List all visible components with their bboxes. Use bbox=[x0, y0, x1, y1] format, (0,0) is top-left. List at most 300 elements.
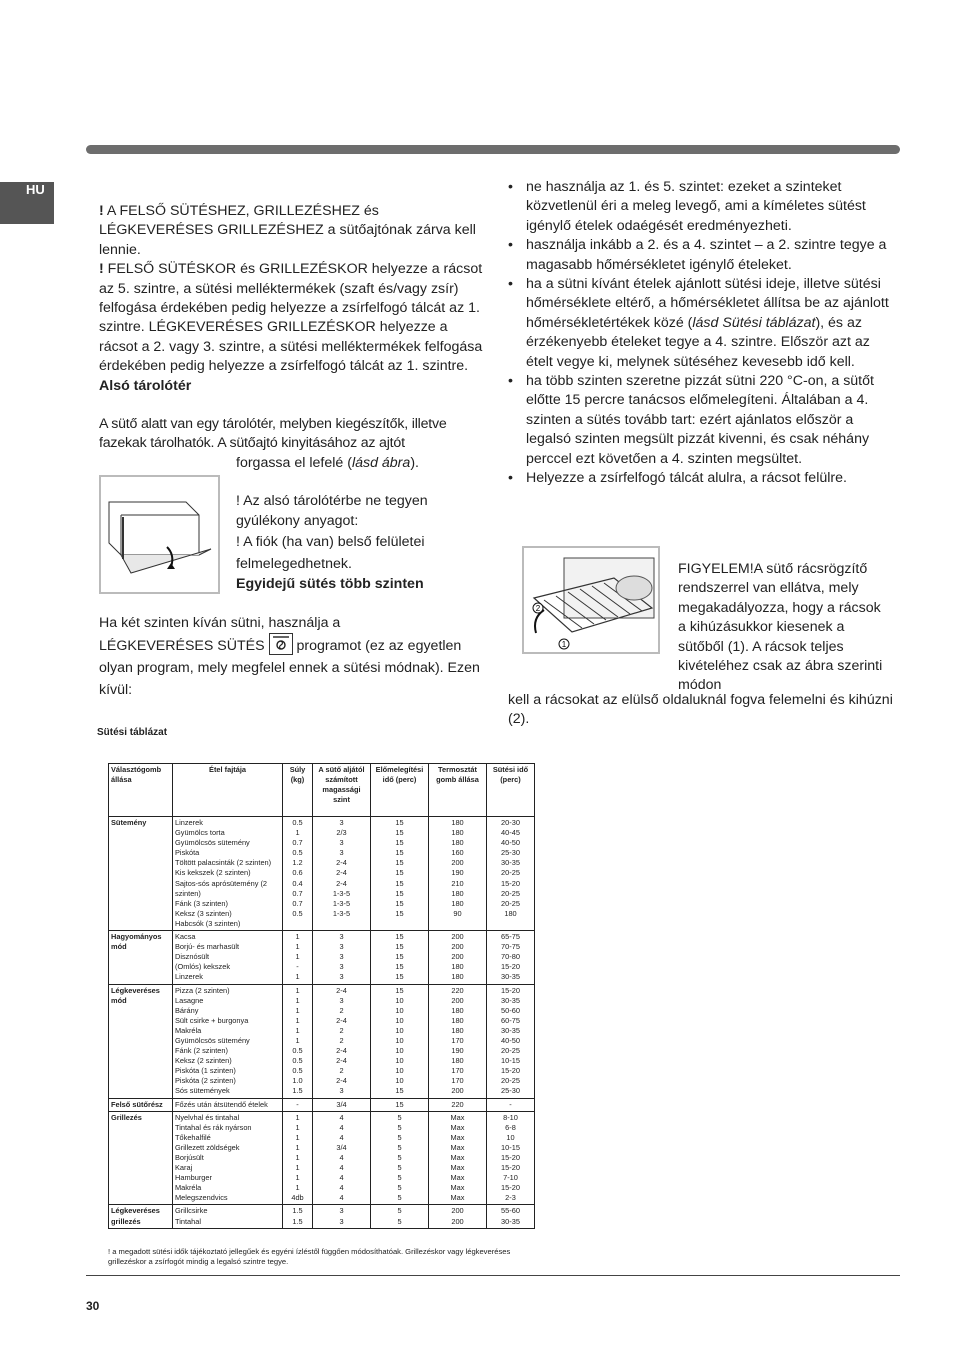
cell-line: 15-20 bbox=[501, 878, 520, 888]
cell-line: 180 bbox=[451, 1005, 464, 1015]
cell-line: 3 bbox=[339, 1206, 344, 1216]
cell-line: 10 bbox=[395, 1066, 404, 1076]
cell-line: 15 bbox=[395, 1086, 404, 1096]
cell-line: 180 bbox=[451, 1025, 464, 1035]
cell-line: 10 bbox=[506, 1132, 515, 1142]
cell-line: Piskóta (2 szinten) bbox=[175, 1076, 236, 1086]
cell-line: 15 bbox=[395, 888, 404, 898]
svg-text:2: 2 bbox=[535, 604, 541, 613]
cell-line: 3 bbox=[339, 838, 344, 848]
cell-line: 15 bbox=[395, 848, 404, 858]
list-item: • ne használja az 1. és 5. szintet: ezeket a szinteket közvetlenül éri a meleg levegő, ami a kíméletes sütést igénylő ételek odaégését eredményezheti. bbox=[508, 178, 900, 236]
cell-line: 4 bbox=[339, 1122, 344, 1132]
cell-line: 2 bbox=[339, 1035, 344, 1045]
cell-line: 40-50 bbox=[501, 838, 520, 848]
cell-line: 1 bbox=[295, 932, 300, 942]
header-cell: Sütési idő (perc) bbox=[487, 764, 535, 817]
cell-line: 4 bbox=[339, 1132, 344, 1142]
cell-line: 90 bbox=[453, 908, 462, 918]
cell-line: 2-4 bbox=[336, 868, 347, 878]
cell-line: 220 bbox=[451, 985, 464, 995]
table-cell bbox=[283, 817, 313, 931]
warning-flammable: ! Az alsó tárolótérbe ne tegyen gyúlékony anyagot: bbox=[236, 493, 428, 529]
cell-line: 3 bbox=[339, 1086, 344, 1096]
table-cell bbox=[313, 1205, 371, 1228]
cell-line: - bbox=[296, 962, 299, 972]
table-cell bbox=[173, 984, 283, 1098]
cell-line: 15 bbox=[395, 972, 404, 982]
cell-line: 170 bbox=[451, 1066, 464, 1076]
warning-hot-drawer: ! A fiók (ha van) belső felületei felmelegedhetnek. bbox=[236, 534, 425, 573]
table-cell bbox=[283, 1111, 313, 1205]
cell-line: Gyümölcsös sütemény bbox=[175, 838, 250, 848]
cell-line: Főzés után átsütendő ételek bbox=[175, 1099, 268, 1109]
cell-line: Tintahal és rák nyárson bbox=[175, 1122, 252, 1132]
cell-line: Max bbox=[450, 1132, 465, 1142]
cell-line: 10-15 bbox=[501, 1056, 520, 1066]
cell-line: 15-20 bbox=[501, 1163, 520, 1173]
cell-line: 3 bbox=[339, 942, 344, 952]
cell-line: 3/4 bbox=[336, 1142, 347, 1152]
cell-line: 4 bbox=[339, 1183, 344, 1193]
cell-line: 10 bbox=[395, 1076, 404, 1086]
cell-line: 180 bbox=[504, 908, 517, 918]
cell-line: 6-8 bbox=[505, 1122, 516, 1132]
cell-line: Hamburger bbox=[175, 1173, 212, 1183]
table-cell bbox=[313, 984, 371, 1098]
cell-line: 15 bbox=[395, 858, 404, 868]
cell-line: 2-4 bbox=[336, 1076, 347, 1086]
header-cell: Termosztát gomb állása bbox=[429, 764, 487, 817]
cell-line: - bbox=[509, 1099, 512, 1109]
cell-line: 5 bbox=[397, 1206, 402, 1216]
cell-line: 30-35 bbox=[501, 858, 520, 868]
cell-line: 1-3-5 bbox=[332, 908, 351, 918]
cell-line: 1 bbox=[295, 985, 300, 995]
cell-line: 15 bbox=[395, 1099, 404, 1109]
cell-line: 40-50 bbox=[501, 1035, 520, 1045]
cell-line: 0.5 bbox=[292, 1056, 303, 1066]
cell-line: Disznósült bbox=[175, 952, 210, 962]
cell-line: 3 bbox=[339, 972, 344, 982]
paragraph-door-closed: ! A FELSŐ SÜTÉSHEZ, GRILLEZÉSHEZ és LÉGKEVERÉSES GRILLEZÉSHEZ a sütőajtónak zárva kell lennie. bbox=[99, 203, 476, 258]
table-footnote: ! a megadott sütési idők tájékoztató jellegűek és egyéni ízléstől függően módosíthatóak. Grillezéskor vagy légkeveréses grillezéskor a zsírfogót mindig a legalsó szintre tegye. bbox=[108, 1247, 511, 1267]
cell-line: 3 bbox=[339, 818, 344, 827]
cell-line: 15 bbox=[395, 962, 404, 972]
cell-line: 4 bbox=[339, 1112, 344, 1122]
cell-line: 15 bbox=[395, 985, 404, 995]
cell-line: 180 bbox=[451, 828, 464, 838]
cell-line: 1 bbox=[295, 828, 300, 838]
table-cell bbox=[371, 1098, 429, 1111]
language-tab: HU bbox=[0, 182, 54, 224]
cell-line: Kis kekszek (2 szinten) bbox=[175, 868, 251, 878]
cell-line: 1 bbox=[295, 1183, 300, 1193]
cell-line: 190 bbox=[451, 868, 464, 878]
table-cell bbox=[429, 1098, 487, 1111]
table-cell bbox=[313, 1111, 371, 1205]
table-row bbox=[109, 817, 535, 931]
cell-line: 15 bbox=[395, 868, 404, 878]
cell-line: 30-35 bbox=[501, 1025, 520, 1035]
cell-line: 0.7 bbox=[292, 898, 303, 908]
table-title: Sütési táblázat bbox=[97, 727, 168, 738]
cell-line: 15 bbox=[395, 818, 404, 827]
table-cell bbox=[173, 1111, 283, 1205]
cell-line: Max bbox=[450, 1112, 465, 1122]
cell-line: 20-25 bbox=[501, 1076, 520, 1086]
table-cell bbox=[487, 817, 535, 931]
cell-line: 1.5 bbox=[292, 1086, 303, 1096]
table-cell bbox=[487, 931, 535, 984]
cell-line: 15 bbox=[395, 952, 404, 962]
table-cell bbox=[173, 931, 283, 984]
table-cell bbox=[283, 1098, 313, 1111]
cell-line: 220 bbox=[451, 1099, 464, 1109]
cell-line: 3 bbox=[339, 848, 344, 858]
cell-line: 5 bbox=[397, 1132, 402, 1142]
cell-line: 0.7 bbox=[292, 838, 303, 848]
table-cell bbox=[283, 1205, 313, 1228]
cell-line: 15 bbox=[395, 838, 404, 848]
cell-line: 10 bbox=[395, 1046, 404, 1056]
cell-line: 3 bbox=[339, 932, 344, 942]
cell-line: Max bbox=[450, 1163, 465, 1173]
cell-line: 3 bbox=[339, 995, 344, 1005]
cell-line: 180 bbox=[451, 898, 464, 908]
rack-warning-continued: kell a rácsokat az elülső oldaluknál fogva felemelni és kihúzni (2). bbox=[508, 692, 893, 728]
cell-line: 5 bbox=[397, 1193, 402, 1203]
table-cell bbox=[173, 817, 283, 931]
right-column bbox=[508, 178, 900, 489]
list-item: • ha a sütni kívánt ételek ajánlott sütési ideje, illetve sütési hőmérséklete eltérő, a hőmérsékletet állítsa be az ajánlott hőmérsékletértékek közé (lásd Sütési táblázat), és az érzékenyebb ételeket tegye a 4. szintre. Először azt az ételt vegye ki, melynek sütéséhez kevesebb idő kell. bbox=[508, 275, 900, 372]
cell-line: 1 bbox=[295, 952, 300, 962]
cell-line: 1-3-5 bbox=[332, 888, 351, 898]
cell-line: 170 bbox=[451, 1035, 464, 1045]
cell-line: 1 bbox=[295, 1025, 300, 1035]
list-item: • Helyezze a zsírfelfogó tálcát alulra, a rácsot felülre. bbox=[508, 469, 900, 488]
cell-line: Sós sütemények bbox=[175, 1086, 230, 1096]
cell-line: 8-10 bbox=[503, 1112, 518, 1122]
cell-line: 200 bbox=[451, 1206, 464, 1216]
cell-line: Grillezett zöldségek bbox=[175, 1142, 240, 1152]
heading-storage: Alsó tárolótér bbox=[99, 377, 192, 394]
cell-line: 1.5 bbox=[292, 1216, 303, 1226]
cell-line: 180 bbox=[451, 838, 464, 848]
cell-line: 2/3 bbox=[336, 828, 347, 838]
cell-line: 20-30 bbox=[501, 818, 520, 827]
cell-line: 1 bbox=[295, 1142, 300, 1152]
cell-line: Bárány bbox=[175, 1005, 199, 1015]
cell-line: 1 bbox=[295, 1112, 300, 1122]
cell-line: 1 bbox=[295, 1163, 300, 1173]
cell-line: 15-20 bbox=[501, 985, 520, 995]
table-cell bbox=[173, 1205, 283, 1228]
cell-line: Piskóta (1 szinten) bbox=[175, 1066, 236, 1076]
cell-line: 3/4 bbox=[336, 1099, 347, 1109]
cell-line: 15 bbox=[395, 828, 404, 838]
cell-line: Melegszendvics bbox=[175, 1193, 228, 1203]
baking-table bbox=[108, 763, 534, 1229]
cell-line: Gyümölcsös sütemény bbox=[175, 1035, 250, 1045]
cell-line: Keksz (2 szinten) bbox=[175, 1056, 232, 1066]
cell-line: 1 bbox=[295, 1173, 300, 1183]
cell-line: 40-45 bbox=[501, 828, 520, 838]
cell-line: 1.5 bbox=[292, 1206, 303, 1216]
cell-line: 3 bbox=[339, 952, 344, 962]
bottom-rule bbox=[86, 1275, 900, 1276]
table-cell bbox=[313, 931, 371, 984]
cell-line: 5 bbox=[397, 1173, 402, 1183]
cell-line: 0.5 bbox=[292, 1046, 303, 1056]
cell-line: 7-10 bbox=[503, 1173, 518, 1183]
cell-line: 10 bbox=[395, 995, 404, 1005]
cell-line: Karaj bbox=[175, 1163, 193, 1173]
header-cell: A sütő aljától számított magassági szint bbox=[313, 764, 371, 817]
cell-line: 2-3 bbox=[505, 1193, 516, 1203]
cell-line: Borjú- és marhasült bbox=[175, 942, 240, 952]
cell-line: 180 bbox=[451, 818, 464, 827]
cell-line: 0.5 bbox=[292, 1066, 303, 1076]
cell-line: 200 bbox=[451, 952, 464, 962]
cell-line: - bbox=[296, 1099, 299, 1109]
cell-line: 10 bbox=[395, 1005, 404, 1015]
cell-line: 15-20 bbox=[501, 962, 520, 972]
cell-line: 1 bbox=[295, 1035, 300, 1045]
cell-line: 70-75 bbox=[501, 942, 520, 952]
cell-line: 1-3-5 bbox=[332, 898, 351, 908]
cell-line: 2-4 bbox=[336, 1046, 347, 1056]
cell-line: Fánk (2 szinten) bbox=[175, 1046, 228, 1056]
cell-line: Makréla bbox=[175, 1025, 202, 1035]
cell-line: Sajtos-sós aprósütemény (2 szinten) bbox=[175, 878, 268, 898]
paragraph-multilevel: Ha két szinten kíván sütni, használja a bbox=[99, 614, 341, 631]
cell-line: 25-30 bbox=[501, 848, 520, 858]
cell-line: 5 bbox=[397, 1183, 402, 1193]
cell-line: Grillcsirke bbox=[175, 1206, 208, 1216]
cell-line: 200 bbox=[451, 942, 464, 952]
cell-line: 20-25 bbox=[501, 868, 520, 878]
cell-line: 15 bbox=[395, 878, 404, 888]
cell-line: 200 bbox=[451, 858, 464, 868]
table-cell bbox=[313, 817, 371, 931]
cell-line: 1 bbox=[295, 1153, 300, 1162]
cell-line: Max bbox=[450, 1183, 465, 1193]
cell-line: 65-75 bbox=[501, 932, 520, 942]
cell-line: Linzerek bbox=[175, 818, 203, 827]
cell-line: 180 bbox=[451, 1015, 464, 1025]
table-cell bbox=[283, 984, 313, 1098]
cell-line: Piskóta bbox=[175, 848, 200, 858]
cell-line: Gyümölcs torta bbox=[175, 828, 225, 838]
cell-line: Max bbox=[450, 1153, 465, 1162]
cell-line: Tőkehalfilé bbox=[175, 1132, 211, 1142]
cell-line: 10 bbox=[395, 1025, 404, 1035]
category-cell: Felső sütőrész bbox=[109, 1098, 173, 1111]
cell-line: Pizza (2 szinten) bbox=[175, 985, 230, 995]
multilevel-tips-list bbox=[508, 178, 900, 489]
cell-line: 30-35 bbox=[501, 995, 520, 1005]
cell-line: 4 bbox=[339, 1193, 344, 1203]
table-cell bbox=[487, 984, 535, 1098]
cell-line: 160 bbox=[451, 848, 464, 858]
cell-line: 4 bbox=[339, 1173, 344, 1183]
cell-line: 5 bbox=[397, 1122, 402, 1132]
cell-line: 5 bbox=[397, 1112, 402, 1122]
cell-line: Linzerek bbox=[175, 972, 203, 982]
table-row bbox=[109, 1205, 535, 1228]
cell-line: 1 bbox=[295, 995, 300, 1005]
storage-drawer-illustration bbox=[99, 475, 220, 594]
cell-line: 3 bbox=[339, 1216, 344, 1226]
category-cell: Grillezés bbox=[109, 1111, 173, 1205]
cell-line: 180 bbox=[451, 888, 464, 898]
category-cell: Sütemény bbox=[109, 817, 173, 931]
cell-line: 4 bbox=[339, 1163, 344, 1173]
table-cell bbox=[487, 1205, 535, 1228]
cell-line: Kacsa bbox=[175, 932, 196, 942]
category-cell: Légkeveréses grillezés bbox=[109, 1205, 173, 1228]
cell-line: 15 bbox=[395, 942, 404, 952]
cell-line: 5 bbox=[397, 1142, 402, 1152]
cell-line: 20-25 bbox=[501, 888, 520, 898]
table-header-row bbox=[109, 764, 535, 817]
cell-line: Makréla bbox=[175, 1183, 202, 1193]
cell-line: 2-4 bbox=[336, 1056, 347, 1066]
cell-line: 2-4 bbox=[336, 985, 347, 995]
table-row bbox=[109, 984, 535, 1098]
table-cell bbox=[487, 1111, 535, 1205]
cell-line: 25-30 bbox=[501, 1086, 520, 1096]
table-cell bbox=[371, 1111, 429, 1205]
cell-line: 3 bbox=[339, 962, 344, 972]
heading-multilevel: Egyidejű sütés több szinten bbox=[236, 576, 424, 593]
cell-line: Lasagne bbox=[175, 995, 204, 1005]
header-cell: Súly (kg) bbox=[283, 764, 313, 817]
rack-warning bbox=[678, 560, 888, 696]
category-cell: Hagyományos mód bbox=[109, 931, 173, 984]
table-cell bbox=[173, 1098, 283, 1111]
cell-line: Habcsók (3 szinten) bbox=[175, 918, 241, 928]
cell-line: 200 bbox=[451, 1086, 464, 1096]
cell-line: 5 bbox=[397, 1163, 402, 1173]
cell-line: Max bbox=[450, 1193, 465, 1203]
cell-line: 10 bbox=[395, 1015, 404, 1025]
header-cell: Választógomb állása bbox=[109, 764, 173, 817]
rack-warning-text bbox=[678, 560, 888, 696]
cell-line: 0.5 bbox=[292, 818, 303, 827]
cell-line: 2 bbox=[339, 1005, 344, 1015]
list-item: • használja inkább a 2. és a 4. szintet – a 2. szintre tegye a magasabb hőmérsékletet igénylő ételeket. bbox=[508, 236, 900, 275]
cell-line: 1 bbox=[295, 1015, 300, 1025]
rack-removal-illustration bbox=[522, 546, 660, 654]
table-cell bbox=[371, 817, 429, 931]
fan-oven-icon bbox=[269, 633, 293, 655]
cell-line: Nyelvhal és tintahal bbox=[175, 1112, 240, 1122]
cell-line: 15 bbox=[395, 908, 404, 918]
cell-line: 15-20 bbox=[501, 1183, 520, 1193]
table-cell bbox=[429, 931, 487, 984]
table-row bbox=[109, 1111, 535, 1205]
table-cell bbox=[283, 931, 313, 984]
cell-line: Fánk (3 szinten) bbox=[175, 898, 228, 908]
cell-line: 1 bbox=[295, 972, 300, 982]
cell-line: 15-20 bbox=[501, 1153, 520, 1162]
left-column bbox=[99, 202, 484, 701]
table-row bbox=[109, 931, 535, 984]
cell-line: Sült csirke + burgonya bbox=[175, 1015, 249, 1025]
cell-line: 2 bbox=[339, 1025, 344, 1035]
table-cell bbox=[429, 984, 487, 1098]
table-cell bbox=[429, 1111, 487, 1205]
cell-line: 0.7 bbox=[292, 888, 303, 898]
table-cell bbox=[371, 984, 429, 1098]
cell-line: 180 bbox=[451, 962, 464, 972]
table-cell bbox=[371, 931, 429, 984]
cell-line: Borjúsült bbox=[175, 1153, 204, 1162]
cell-line: 1.2 bbox=[292, 858, 303, 868]
rack-warning-bottom bbox=[508, 691, 900, 730]
cell-line: 0.5 bbox=[292, 848, 303, 858]
cell-line: 210 bbox=[451, 878, 464, 888]
header-cell: Étel fajtája bbox=[173, 764, 283, 817]
cell-line: 180 bbox=[451, 972, 464, 982]
cell-line: 200 bbox=[451, 932, 464, 942]
cell-line: (Omlós) kekszek bbox=[175, 962, 231, 972]
rack-warning-part: FIGYELEM!A sütő rácsrögzítő rendszerrel van ellátva, mely megakadályozza, hogy a rácsok a kihúzásukkor kiesenek a sütőből (1). A rácsok teljes kivételéhez csak az ábra szerinti módon bbox=[678, 561, 883, 694]
cell-line: 1 bbox=[295, 1005, 300, 1015]
list-item: • ha több szinten szeretne pizzát sütni 220 °C-on, a sütőt előtte 15 percre tanácsos előmelegíteni. Általában a 4. szinten a sütés tovább tart: ezért ajánlatos először a legalsó szinten megsült pizzát kivenni, és csak néhány perccel ezt követően a 4. szinten megsültet. bbox=[508, 372, 900, 469]
cell-line: 1 bbox=[295, 1132, 300, 1142]
cell-line: 1 bbox=[295, 1122, 300, 1132]
cell-line: Max bbox=[450, 1122, 465, 1132]
header-cell: Előmelegítési idő (perc) bbox=[371, 764, 429, 817]
cell-line: 0.6 bbox=[292, 868, 303, 878]
cell-line: 10 bbox=[395, 1035, 404, 1045]
svg-text:1: 1 bbox=[561, 640, 567, 649]
cell-line: Max bbox=[450, 1173, 465, 1183]
cell-line: 4 bbox=[339, 1153, 344, 1162]
cell-line: 1 bbox=[295, 942, 300, 952]
cell-line: 50-60 bbox=[501, 1005, 520, 1015]
cell-line: 180 bbox=[451, 1056, 464, 1066]
cell-line: 15-20 bbox=[501, 1066, 520, 1076]
cell-line: Tintahal bbox=[175, 1216, 202, 1226]
cell-line: 2-4 bbox=[336, 1015, 347, 1025]
cell-line: 4db bbox=[291, 1193, 304, 1203]
cell-line: 200 bbox=[451, 1216, 464, 1226]
category-cell: Légkeveréses mód bbox=[109, 984, 173, 1098]
cell-line: 15 bbox=[395, 898, 404, 908]
cell-line: 30-35 bbox=[501, 1216, 520, 1226]
cell-line: 170 bbox=[451, 1076, 464, 1086]
cell-line: 5 bbox=[397, 1153, 402, 1162]
cell-line: 20-25 bbox=[501, 1046, 520, 1056]
table-cell bbox=[429, 817, 487, 931]
cell-line: 10-15 bbox=[501, 1142, 520, 1152]
cell-line: 5 bbox=[397, 1216, 402, 1226]
cell-line: 1.0 bbox=[292, 1076, 303, 1086]
page-number: 30 bbox=[86, 1299, 100, 1313]
table-cell bbox=[371, 1205, 429, 1228]
cell-line: Töltött palacsinták (2 szinten) bbox=[175, 858, 272, 868]
cell-line: 10 bbox=[395, 1056, 404, 1066]
top-rule bbox=[86, 145, 900, 154]
cell-line: 200 bbox=[451, 995, 464, 1005]
table-cell bbox=[313, 1098, 371, 1111]
cell-line: 2-4 bbox=[336, 858, 347, 868]
paragraph-rack-position: ! FELSŐ SÜTÉSKOR és GRILLEZÉSKOR helyezze a rácsot az 5. szintre, a sütési melléktermékek (szaft és/vagy zsír) felfogása érdekében pedig helyezze a zsírfelfogó tálcát az 1. szintre. LÉGKEVERÉSES GRILLEZÉSKOR helyezze a rácsot a 2. vagy 3. szintre, a sütési melléktermékek felfogása érdekében pedig helyezze a zsírfelfogó tálcát az 1. szintre. bbox=[99, 261, 483, 375]
